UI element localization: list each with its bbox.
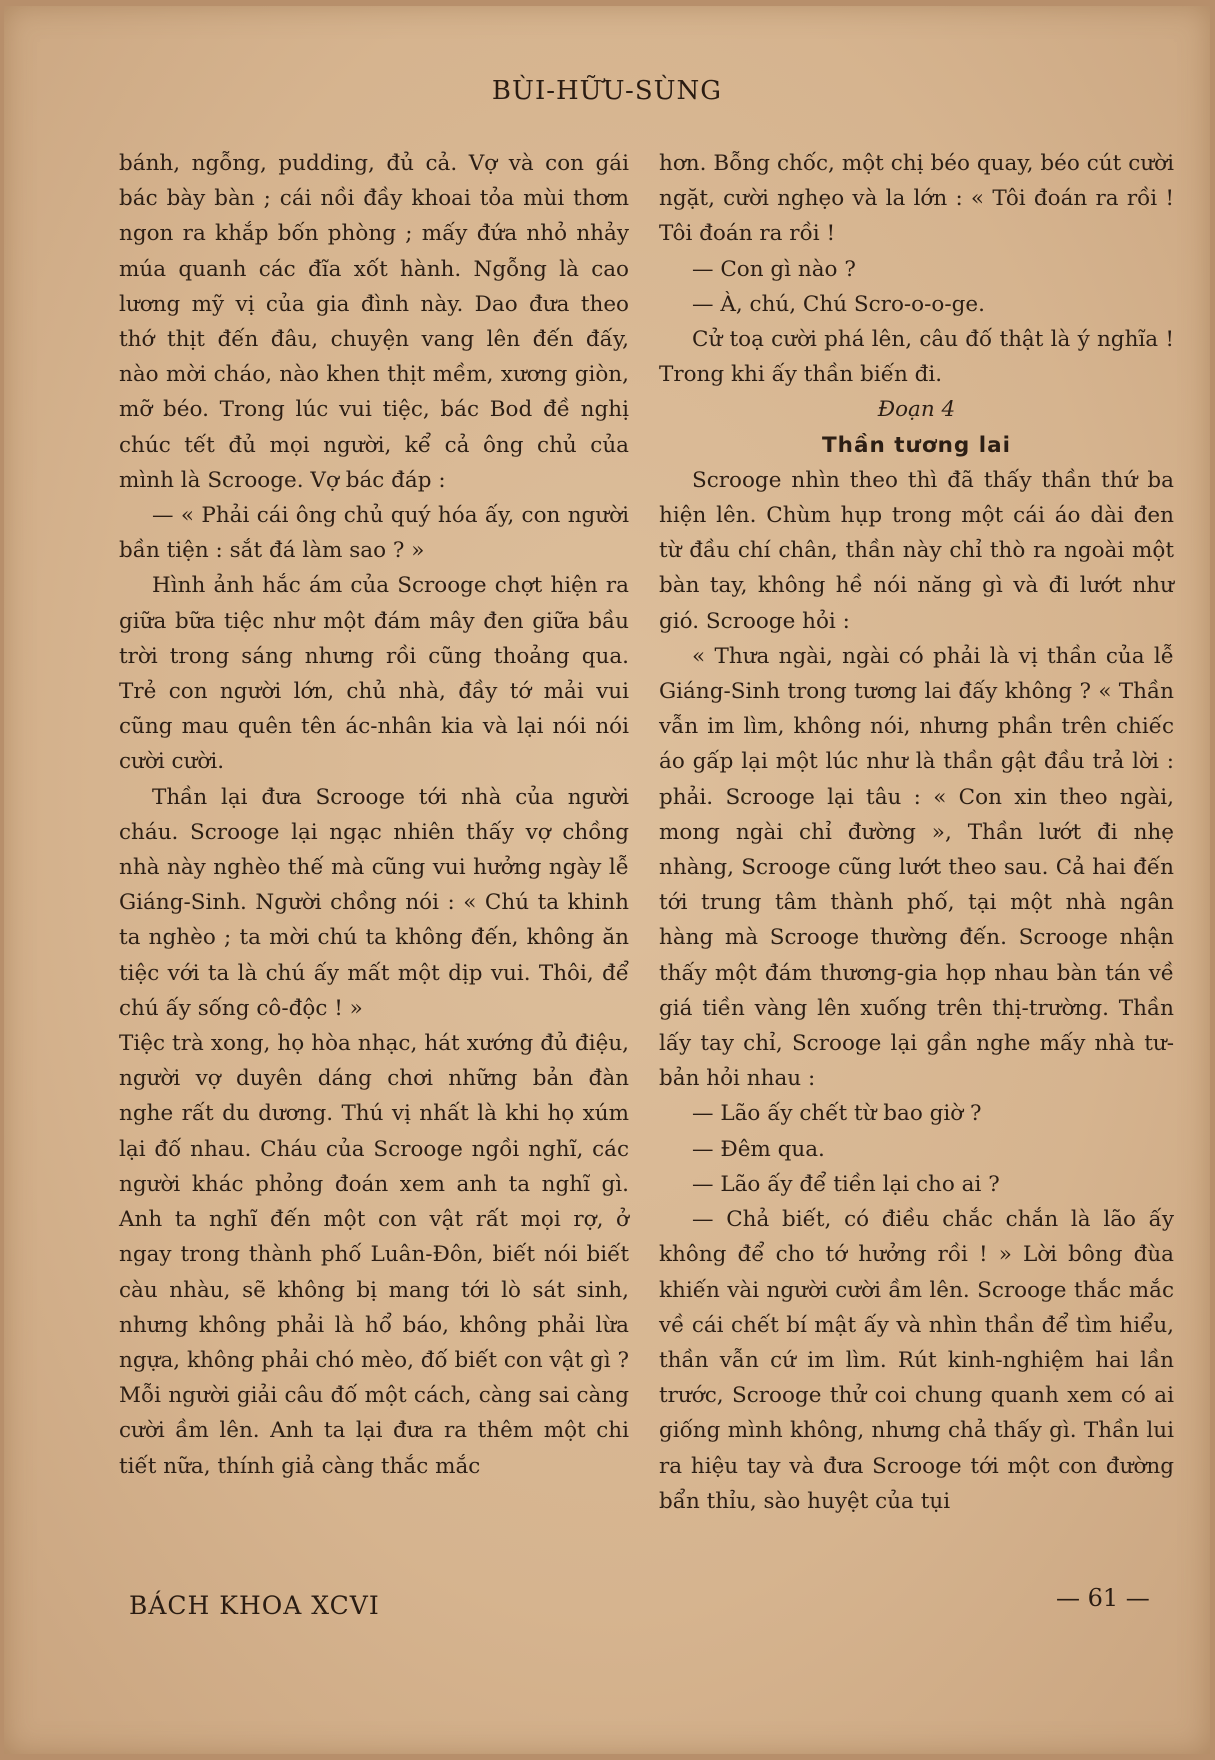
right-column — [659, 146, 1174, 1519]
magazine-page — [4, 6, 1210, 1754]
running-header: BÙI-HỮU-SÙNG — [491, 76, 723, 106]
page-number: — 61 — — [1056, 1584, 1150, 1612]
paragraph: Scrooge nhìn theo thì đã thấy thần thứ ba hiện lên. Chùm hụp trong một cái áo dài đen từ đầu chí chân, thần này chỉ thò ra ngoài một bàn tay, không hề nói năng gì và đi lướt như gió. Scrooge hỏi : — [659, 467, 1174, 634]
paragraph: Cử toạ cười phá lên, câu đố thật là ý nghĩa ! Trong khi ấy thần biến đi. — [659, 327, 1174, 388]
paragraph: — Chả biết, có điều chắc chắn là lão ấy không để cho tớ hưởng rồi ! » Lời bông đùa khiến vài người cười ầm lên. Scrooge thắc mắc về cái chết bí mật ấy và nhìn thần để tìm hiểu, thần vẫn cứ im lìm. Rút kinh-nghiệm hai lần trước, Scrooge thử coi chung quanh xem có ai giống mình không, nhưng chả thấy gì. Thần lui ra hiệu tay và đưa Scrooge tới một con đường bẩn thỉu, sào huyệt của tụi — [659, 1207, 1174, 1514]
paragraph: « Thưa ngài, ngài có phải là vị thần của lễ Giáng-Sinh trong tương lai đấy không ? « Thần vẫn im lìm, không nói, nhưng phần trên chiếc áo gấp lại một lúc như là thần gật đầu trả lời : phải. Scrooge lại tâu : « Con xin theo ngài, mong ngài chỉ đường », Thần lướt đi nhẹ nhàng, Scrooge cũng lướt theo sau. Cả hai đến tới trung tâm thành phố, tại một nhà ngân hàng mà Scrooge thường đến. Scrooge nhận thấy một đám thương-gia họp nhau bàn tán về giá tiền vàng lên xuống trên thị-trường. Thần lấy tay chỉ, Scrooge lại gần nghe mấy nhà tư-bản hỏi nhau : — [659, 643, 1174, 1092]
paragraph: hơn. Bỗng chốc, một chị béo quay, béo cút cười ngặt, cười nghẹo và la lớn : « Tôi đoán ra rồi ! Tôi đoán ra rồi ! — [659, 151, 1174, 247]
paragraph: — Lão ấy để tiền lại cho ai ? — [692, 1171, 1000, 1197]
paragraph: — À, chú, Chú Scro-o-o-ge. — [692, 291, 985, 317]
paragraph: — « Phải cái ông chủ quý hóa ấy, con người bần tiện : sắt đá làm sao ? » — [119, 503, 629, 564]
publication-footer: BÁCH KHOA XCVI — [129, 1591, 380, 1620]
paragraph: — Con gì nào ? — [692, 256, 856, 282]
left-column — [119, 146, 629, 1484]
paragraph: Thần lại đưa Scrooge tới nhà của người cháu. Scrooge lại ngạc nhiên thấy vợ chồng nhà này nghèo thế mà cũng vui hưởng ngày lễ Giáng-Sinh. Người chồng nói : « Chú ta khinh ta nghèo ; ta mời chú ta không đến, không ăn tiệc với ta là chú ấy mất một dịp vui. Thôi, để chú ấy sống cô-độc ! » — [119, 784, 629, 1021]
paragraph: bánh, ngỗng, pudding, đủ cả. Vợ và con gái bác bày bàn ; cái nồi đầy khoai tỏa mùi thơm ngon ra khắp bốn phòng ; mấy đứa nhỏ nhảy múa quanh các đĩa xốt hành. Ngỗng là cao lương mỹ vị của gia đình này. Dao đưa theo thớ thịt đến đâu, chuyện vang lên đến đấy, nào mời cháo, nào khen thịt mềm, xương giòn, mỡ béo. Trong lúc vui tiệc, bác Bod đề nghị chúc tết đủ mọi người, kể cả ông chủ của mình là Scrooge. Vợ bác đáp : — [119, 151, 629, 493]
paragraph: — Lão ấy chết từ bao giờ ? — [692, 1101, 982, 1127]
section-number: Đoạn 4 — [877, 397, 956, 423]
paragraph: — Đêm qua. — [692, 1136, 825, 1162]
paragraph: Tiệc trà xong, họ hòa nhạc, hát xướng đủ điệu, người vợ duyên dáng chơi những bản đàn nghe rất du dương. Thú vị nhất là khi họ xúm lại đố nhau. Cháu của Scrooge ngồi nghĩ, các người khác phỏng đoán xem anh ta nghĩ gì. Anh ta nghĩ đến một con vật rất mọi rợ, ở ngay trong thành phố Luân-Đôn, biết nói biết càu nhàu, sẽ không bị mang tới lò sát sinh, nhưng không phải là hổ báo, không phải lừa ngựa, không phải chó mèo, đố biết con vật gì ? Mỗi người giải câu đố một cách, càng sai càng cười ầm lên. Anh ta lại đưa ra thêm một chi tiết nữa, thính giả càng thắc mắc — [119, 1031, 629, 1479]
section-title: Thần tương lai — [821, 432, 1012, 458]
paragraph: Hình ảnh hắc ám của Scrooge chợt hiện ra giữa bữa tiệc như một đám mây đen giữa bầu trời trong sáng nhưng rồi cũng thoảng qua. Trẻ con người lớn, chủ nhà, đầy tớ mải vui cũng mau quên tên ác-nhân kia và lại nói nói cười cười. — [119, 573, 629, 775]
